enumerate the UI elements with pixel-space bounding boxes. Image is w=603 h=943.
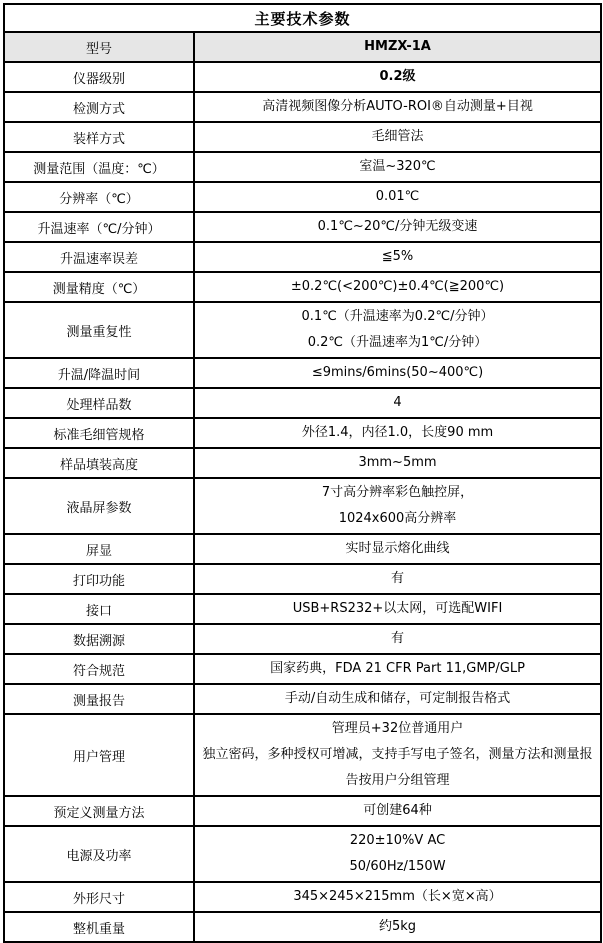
row-value <box>194 714 601 796</box>
table-row <box>4 478 601 534</box>
table-row <box>4 912 601 942</box>
table-row <box>4 122 601 152</box>
row-value-line: HMZX-1A <box>364 39 431 54</box>
table-row <box>4 714 601 796</box>
row-label: 数据溯源 <box>4 624 194 654</box>
row-label: 整机重量 <box>4 912 194 942</box>
row-value <box>194 826 601 882</box>
row-value-line: 0.01℃ <box>375 189 420 204</box>
table-row <box>4 826 601 882</box>
row-value <box>194 418 601 448</box>
row-value-line: 4 <box>393 395 402 410</box>
row-value <box>194 92 601 122</box>
table-row <box>4 358 601 388</box>
row-value <box>194 564 601 594</box>
row-value <box>194 624 601 654</box>
table-row <box>4 152 601 182</box>
table-row <box>4 242 601 272</box>
row-value-line: 0.2级 <box>379 69 416 84</box>
table-row <box>4 302 601 358</box>
table-row <box>4 92 601 122</box>
row-label: 处理样品数 <box>4 388 194 418</box>
row-label: 打印功能 <box>4 564 194 594</box>
row-label: 屏显 <box>4 534 194 564</box>
row-value <box>194 358 601 388</box>
row-value <box>194 242 601 272</box>
row-value-line: 345×245×215mm（长×宽×高） <box>293 889 502 904</box>
row-label: 测量报告 <box>4 684 194 714</box>
table-row <box>4 624 601 654</box>
row-value-line: ±0.2℃(<200℃)±0.4℃(≧200℃) <box>290 279 505 294</box>
table-title: 主要技术参数 <box>4 4 601 32</box>
spec-table <box>3 3 602 943</box>
row-value-line: 50/60Hz/150W <box>349 859 446 874</box>
row-value-line: 毛细管法 <box>371 129 424 144</box>
row-label: 外形尺寸 <box>4 882 194 912</box>
table-row <box>4 684 601 714</box>
row-value <box>194 32 601 62</box>
table-row <box>4 182 601 212</box>
row-value <box>194 684 601 714</box>
row-value <box>194 212 601 242</box>
row-value-line: 国家药典，FDA 21 CFR Part 11,GMP/GLP <box>270 661 525 676</box>
row-value <box>194 534 601 564</box>
row-label: 升温速率误差 <box>4 242 194 272</box>
table-row <box>4 564 601 594</box>
row-value-line: 外径1.4，内径1.0，长度90 mm <box>301 425 494 440</box>
row-value <box>194 448 601 478</box>
row-value-line: 0.2℃（升温速率为1℃/分钟） <box>307 335 488 350</box>
table-row <box>4 272 601 302</box>
table-row <box>4 594 601 624</box>
row-label: 符合规范 <box>4 654 194 684</box>
row-value-line: 手动/自动生成和储存，可定制报告格式 <box>284 691 511 706</box>
row-value-line: 220±10%V AC <box>349 833 446 848</box>
row-value-line: 7寸高分辨率彩色触控屏， <box>321 485 474 500</box>
row-value-line: 实时显示熔化曲线 <box>345 541 450 556</box>
table-row <box>4 418 601 448</box>
row-label: 装样方式 <box>4 122 194 152</box>
row-value-line: 室温~320℃ <box>359 159 436 174</box>
row-value <box>194 388 601 418</box>
row-label: 样品填装高度 <box>4 448 194 478</box>
table-row <box>4 654 601 684</box>
table-row <box>4 882 601 912</box>
row-label: 测量精度（℃） <box>4 272 194 302</box>
row-value <box>194 62 601 92</box>
row-value-line: 0.1℃（升温速率为0.2℃/分钟） <box>301 309 494 324</box>
table-row <box>4 388 601 418</box>
row-label: 测量重复性 <box>4 302 194 358</box>
row-label: 电源及功率 <box>4 826 194 882</box>
row-value <box>194 882 601 912</box>
row-value-line: 可创建64种 <box>363 803 432 818</box>
row-label: 分辨率（℃） <box>4 182 194 212</box>
row-value-line: 有 <box>391 631 405 646</box>
row-label: 型号 <box>4 32 194 62</box>
table-row <box>4 32 601 62</box>
row-label: 预定义测量方法 <box>4 796 194 826</box>
row-value-line: 独立密码，多种授权可增减，支持手写电子签名，测量方法和测量报告按用户分组管理 <box>202 747 593 788</box>
row-value <box>194 654 601 684</box>
row-label: 测量范围（温度：℃） <box>4 152 194 182</box>
table-row <box>4 62 601 92</box>
row-label: 接口 <box>4 594 194 624</box>
row-value <box>194 182 601 212</box>
row-value <box>194 912 601 942</box>
row-value-line: 管理员+32位普通用户 <box>331 721 464 736</box>
row-value-line: 约5kg <box>378 919 417 934</box>
row-value-line: 0.1℃~20℃/分钟无级变速 <box>317 219 478 234</box>
row-value-line: 1024x600高分辨率 <box>338 511 457 526</box>
table-row <box>4 534 601 564</box>
row-value <box>194 594 601 624</box>
row-label: 标准毛细管规格 <box>4 418 194 448</box>
row-value-line: USB+RS232+以太网，可选配WIFI <box>292 601 503 616</box>
table-row <box>4 796 601 826</box>
row-label: 用户管理 <box>4 714 194 796</box>
row-value <box>194 302 601 358</box>
row-value <box>194 122 601 152</box>
row-value <box>194 796 601 826</box>
table-row <box>4 448 601 478</box>
row-label: 检测方式 <box>4 92 194 122</box>
table-row <box>4 212 601 242</box>
row-value-line: ≤9mins/6mins(50~400℃) <box>311 365 484 380</box>
row-value-line: 高清视频图像分析AUTO-ROI®自动测量+目视 <box>262 99 533 114</box>
spec-table-body <box>4 4 601 942</box>
row-value-line: ≦5% <box>381 249 414 264</box>
row-value-line: 有 <box>391 571 405 586</box>
table-title-row <box>4 4 601 32</box>
row-label: 升温/降温时间 <box>4 358 194 388</box>
row-value-line: 3mm~5mm <box>358 455 437 470</box>
row-label: 液晶屏参数 <box>4 478 194 534</box>
row-value <box>194 272 601 302</box>
row-label: 升温速率（℃/分钟） <box>4 212 194 242</box>
row-label: 仪器级别 <box>4 62 194 92</box>
row-value <box>194 152 601 182</box>
row-value <box>194 478 601 534</box>
